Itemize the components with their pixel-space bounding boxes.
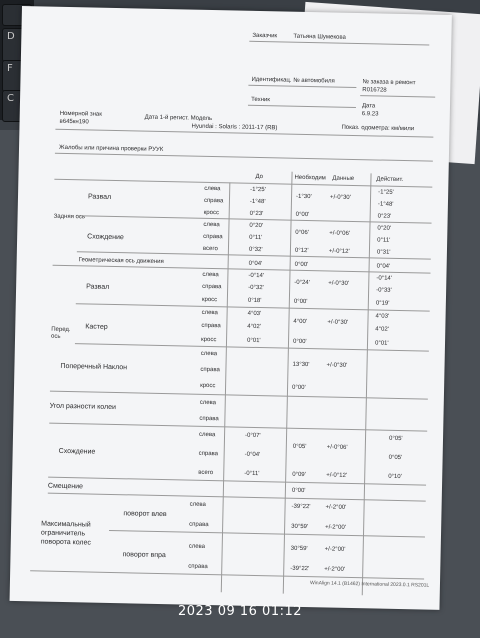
side-total: всего — [202, 245, 218, 253]
front-toe-right-before: -0°04' — [244, 451, 261, 459]
photo-timestamp: 2023 09 16 01:12 — [177, 604, 303, 619]
max-turn-ll: -39°22' — [291, 503, 311, 511]
rule — [53, 265, 431, 274]
side-cross: кросс — [200, 382, 216, 390]
software-footer: WinAlign 14.1 (B1462) International 2023.0.1 RS201L — [309, 580, 430, 589]
caster-right-actual: 4°02' — [375, 326, 389, 333]
front-camber-cross-before: 0°18' — [247, 297, 262, 305]
rear-camber-left-before: -1°25' — [250, 186, 266, 194]
col-before: До — [255, 173, 264, 181]
side-total: всего — [198, 469, 214, 477]
front-camber-cross-spec: 0°00' — [293, 298, 308, 306]
caster-tol: +/-0°30' — [327, 319, 349, 326]
customer-name: Татьяна Шумекова — [293, 33, 346, 41]
key-label: F — [7, 63, 13, 74]
rule — [50, 391, 428, 400]
side-left: слева — [200, 350, 218, 358]
max-turn-rr-tol: +/-2°00' — [324, 566, 346, 573]
max-turn-rr: -39°22' — [290, 565, 310, 573]
col-required: Необходим — [294, 174, 326, 182]
front-camber-tol: +/-0°30' — [328, 280, 350, 287]
technician-label: Техник — [251, 96, 270, 104]
setback-label: Смещение — [47, 482, 84, 491]
rear-camber-cross-spec: 0°00' — [295, 211, 310, 219]
front-camber-spec: -0°24' — [294, 279, 310, 287]
side-left: слева — [203, 221, 220, 229]
side-left: слева — [201, 309, 218, 317]
front-camber-left-actual: -0°14' — [376, 275, 392, 282]
rear-toe-total-before: 0°32' — [248, 246, 263, 254]
front-toe-total-before: -0°11' — [244, 470, 260, 478]
odometer-label: Показ. одометра: км/мили — [341, 124, 415, 133]
front-toe-right-actual: 0°05' — [388, 454, 403, 462]
caster-cross-actual: 0°01' — [374, 340, 389, 347]
front-camber-label: Развал — [86, 283, 110, 291]
max-turn-label-3: поворота колес — [40, 538, 92, 547]
rear-toe-right-before: 0°11' — [249, 234, 263, 242]
side-right: справа — [203, 233, 223, 241]
side-left: слева — [188, 543, 206, 550]
key-label: C — [7, 93, 14, 104]
rear-toe-spec: 0°06' — [295, 229, 309, 237]
plate-value: в645кн190 — [59, 118, 89, 126]
customer-label: Заказчик — [252, 32, 278, 40]
side-cross: кросс — [203, 209, 220, 217]
kpi-tol: +/-0°30' — [326, 362, 348, 369]
kpi-spec: 13°30' — [292, 361, 310, 369]
order-number: R016728 — [362, 87, 387, 94]
max-turn-rl: 30°59' — [290, 545, 308, 553]
caster-right-before: 4°02' — [247, 323, 261, 331]
kpi-label: Поперечный Наклон — [60, 362, 128, 372]
date-label: Дата — [361, 103, 376, 110]
plate-label: Номерной знак — [59, 110, 102, 118]
max-turn-label-2: ограничитель — [40, 529, 86, 538]
caster-cross-spec: 0°00' — [292, 338, 307, 346]
rear-axle-label: Задняя ось — [53, 213, 86, 221]
rear-camber-right-before: -1°48' — [249, 198, 266, 206]
side-left: слева — [202, 271, 219, 279]
side-right: справа — [200, 366, 220, 374]
col-data: Данные — [332, 175, 355, 182]
date-value: 6.9.23 — [361, 111, 379, 118]
rule — [55, 153, 433, 162]
rear-camber-tol: +/-0°30' — [329, 194, 351, 201]
order-label: № заказа в ремонт — [362, 79, 416, 87]
front-toe-left-before: -0°07' — [244, 432, 261, 440]
side-right: справа — [203, 197, 224, 205]
max-turn-lr-tol: +/-2°00' — [325, 524, 346, 531]
side-left: слева — [199, 399, 217, 407]
rear-toe-tol: +/-0°06' — [329, 230, 351, 237]
side-cross: кросс — [201, 296, 218, 304]
max-turn-label-1: Максимальный — [41, 520, 91, 529]
side-right: справа — [199, 415, 219, 423]
front-camber-left-before: -0°14' — [248, 272, 265, 280]
kpi-cross-spec: 0°00' — [292, 384, 306, 392]
max-turn-ll-tol: +/-2°00' — [325, 504, 347, 511]
thrust-label: Геометрическая ось движения — [78, 257, 164, 266]
rule — [30, 570, 424, 579]
rear-camber-left-actual: -1°25' — [378, 189, 394, 196]
side-cross: кросс — [200, 336, 217, 344]
front-toe-total-actual: 0°10' — [388, 473, 402, 481]
rear-camber-label: Развал — [87, 193, 112, 201]
caster-left-actual: 4°03' — [375, 313, 390, 320]
rear-toe-total-actual: 0°31' — [376, 249, 391, 256]
caster-cross-before: 0°01' — [246, 337, 261, 345]
rear-toe-right-actual: 0°11' — [377, 237, 391, 244]
rear-camber-cross-before: 0°23' — [249, 210, 264, 218]
alignment-report-sheet — [10, 6, 452, 610]
key-label: D — [7, 31, 15, 42]
rear-toe-total-spec: 0°12' — [294, 247, 309, 255]
rule — [48, 477, 426, 486]
side-left: слева — [198, 431, 216, 439]
front-toe-label: Схождение — [58, 447, 96, 456]
caster-spec: 4°00' — [293, 318, 308, 326]
front-toe-left-actual: 0°05' — [388, 435, 403, 443]
thrust-spec: 0°00' — [294, 261, 309, 269]
front-toe-tol: +/-0°06' — [326, 444, 348, 451]
max-turn-rl-tol: +/-2°00' — [324, 546, 346, 553]
front-camber-right-actual: -0°33' — [376, 287, 392, 294]
front-axle-label: Перед. ось — [51, 326, 71, 340]
caster-left-before: 4°03' — [247, 310, 262, 318]
rear-toe-total-tol: +/-0°12' — [328, 248, 350, 255]
grid-line — [362, 173, 372, 595]
side-right: справа — [188, 563, 208, 571]
rule — [49, 423, 427, 432]
rule — [109, 530, 425, 538]
rear-toe-left-actual: 0°20' — [377, 225, 392, 232]
complaint-label: Жалобы или причина проверки РУУК — [58, 144, 164, 153]
front-toe-total-tol: +/-0°12' — [326, 472, 348, 479]
grid-line — [221, 182, 231, 592]
left-turn-label: поворот влев — [123, 510, 167, 519]
side-left: слева — [189, 501, 206, 508]
front-camber-right-before: -0°32' — [248, 284, 264, 292]
rule — [248, 85, 356, 88]
thrust-actual: 0°04' — [376, 263, 391, 270]
side-left: слева — [204, 185, 221, 193]
side-right: справа — [198, 450, 219, 458]
side-right: справа — [189, 521, 209, 529]
rear-camber-cross-actual: 0°23' — [377, 213, 392, 220]
right-turn-label: поворот впра — [122, 551, 166, 560]
rear-camber-spec: -1°30' — [296, 193, 312, 201]
rule — [248, 105, 356, 108]
rear-camber-right-actual: -1°48' — [377, 201, 394, 208]
side-right: справа — [202, 283, 222, 291]
vehicle-model: Hyundai : Solaris : 2011-17 (RB) — [191, 123, 278, 132]
front-toe-spec: 0°05' — [292, 443, 307, 451]
rule — [360, 95, 435, 98]
vin-label: Идентификац. № автомобиля — [251, 76, 335, 85]
side-right: справа — [201, 322, 221, 330]
setback-spec: 0°00' — [291, 487, 306, 495]
front-camber-cross-actual: 0°19' — [375, 300, 390, 307]
col-actual: Действит. — [376, 176, 404, 184]
toe-out-label: Угол разности колеи — [49, 402, 116, 412]
registration-label: Дата 1-й регист. Модель — [144, 114, 213, 123]
max-turn-lr: 30°59' — [291, 523, 309, 531]
caster-label: Кастер — [85, 323, 108, 331]
rear-toe-label: Схождение — [87, 233, 124, 242]
rule — [48, 493, 426, 502]
thrust-before: 0°04' — [248, 260, 263, 268]
rear-toe-left-before: 0°20' — [249, 222, 264, 230]
front-toe-total-spec: 0°09' — [292, 471, 306, 479]
